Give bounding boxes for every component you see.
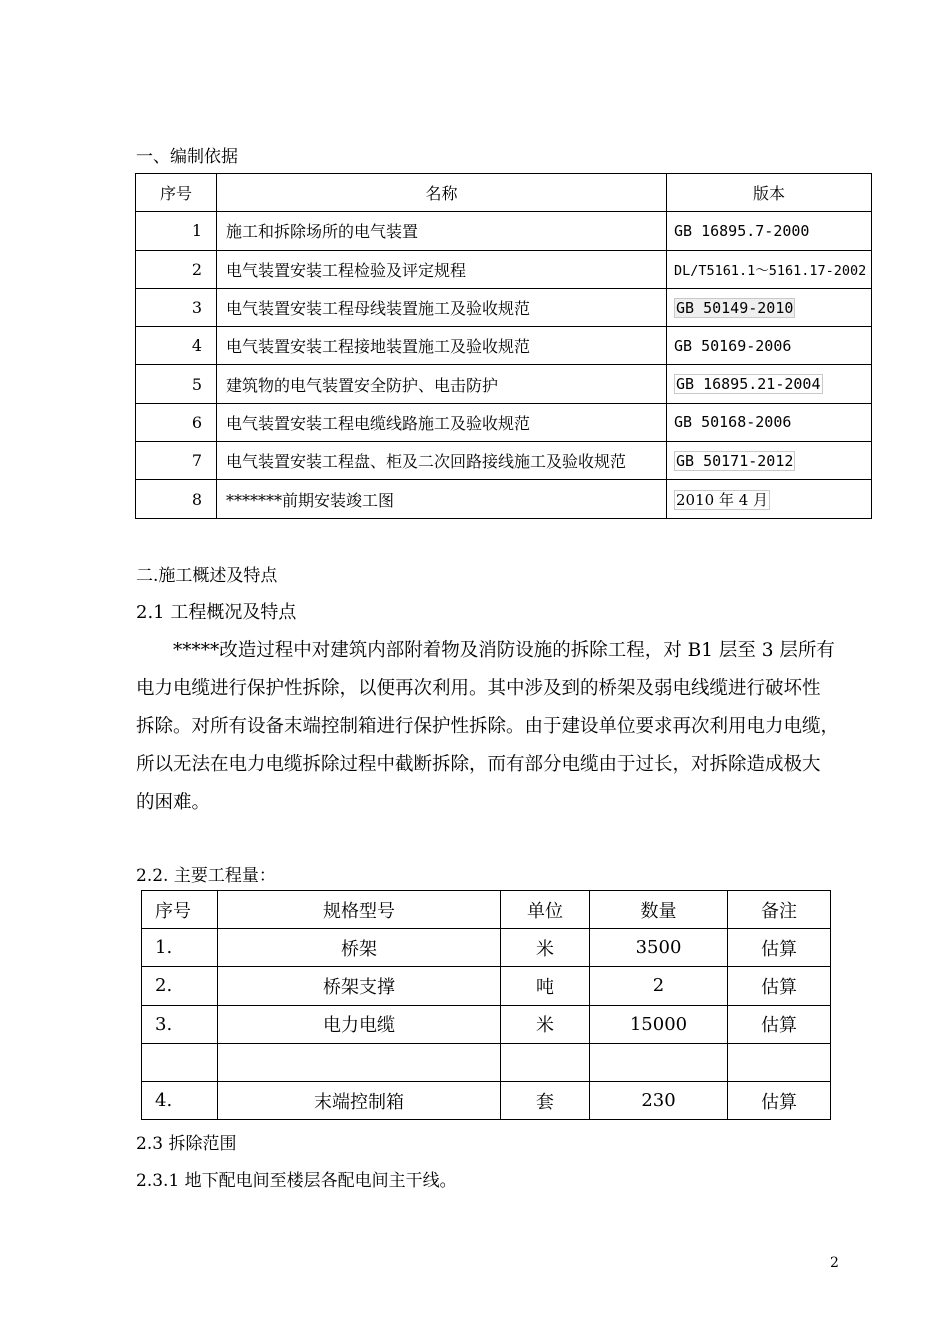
row-version: GB 16895.7-2000 <box>667 212 872 250</box>
row-qty: 3500 <box>590 929 728 967</box>
subsection-2-1-title: 2.1 工程概况及特点 <box>136 602 297 623</box>
table-row <box>136 327 872 365</box>
highlighted-version: GB 50149-2010 <box>676 298 794 317</box>
row-unit: 米 <box>501 1005 590 1043</box>
row-qty: 15000 <box>590 1005 728 1043</box>
subsection-2-3-1-text: 2.3.1 地下配电间至楼层各配电间主干线。 <box>136 1171 457 1191</box>
table-row <box>142 929 831 967</box>
row-spec <box>218 1043 501 1081</box>
header-num: 序号 <box>136 174 217 212</box>
table-header-row <box>136 174 872 212</box>
row-qty <box>590 1043 728 1081</box>
section1-title: 一、编制依据 <box>136 147 238 167</box>
row-num: 1. <box>142 929 218 967</box>
boxed-version: GB 16895.21-2004 <box>676 375 821 394</box>
boxed-version: 2010 年 4 月 <box>676 490 769 509</box>
row-num: 3 <box>136 288 217 326</box>
paragraph-line: 的困难。 <box>136 792 211 813</box>
header-note: 备注 <box>728 891 831 929</box>
row-spec: 桥架支撑 <box>218 967 501 1005</box>
row-num: 1 <box>136 212 217 250</box>
table-row <box>136 288 872 326</box>
row-num: 2 <box>136 250 217 288</box>
table-row <box>142 1005 831 1043</box>
row-num: 8 <box>136 480 217 518</box>
table-row <box>136 403 872 441</box>
row-num: 2. <box>142 967 218 1005</box>
table-row-empty <box>142 1043 831 1081</box>
paragraph-line: 拆除。对所有设备末端控制箱进行保护性拆除。由于建设单位要求再次利用电力电缆， <box>136 716 840 737</box>
row-note <box>728 1043 831 1081</box>
table-row <box>142 1081 831 1119</box>
row-name: 电气装置安装工程母线装置施工及验收规范 <box>217 288 667 326</box>
table-row <box>142 967 831 1005</box>
standards-table <box>135 173 872 519</box>
header-spec: 规格型号 <box>218 891 501 929</box>
row-qty: 2 <box>590 967 728 1005</box>
row-version <box>667 288 872 326</box>
row-spec: 电力电缆 <box>218 1005 501 1043</box>
row-note: 估算 <box>728 929 831 967</box>
row-note: 估算 <box>728 967 831 1005</box>
subsection-2-2-title: 2.2. 主要工程量： <box>136 866 276 886</box>
row-spec: 桥架 <box>218 929 501 967</box>
table-row <box>136 480 872 518</box>
header-qty: 数量 <box>590 891 728 929</box>
table-row <box>136 212 872 250</box>
quantity-table <box>141 890 831 1120</box>
row-spec: 末端控制箱 <box>218 1081 501 1119</box>
paragraph-line: 所以无法在电力电缆拆除过程中截断拆除，而有部分电缆由于过长，对拆除造成极大 <box>136 754 821 775</box>
table-row <box>136 250 872 288</box>
overview-paragraph <box>136 632 850 822</box>
header-name: 名称 <box>217 174 667 212</box>
section2-title: 二.施工概述及特点 <box>136 566 278 586</box>
row-num: 6 <box>136 403 217 441</box>
row-num: 3. <box>142 1005 218 1043</box>
row-version <box>667 442 872 480</box>
row-name: 施工和拆除场所的电气装置 <box>217 212 667 250</box>
row-name: 电气装置安装工程电缆线路施工及验收规范 <box>217 403 667 441</box>
row-unit <box>501 1043 590 1081</box>
row-num <box>142 1043 218 1081</box>
row-version: GB 50168-2006 <box>667 403 872 441</box>
header-version: 版本 <box>667 174 872 212</box>
row-name: 电气装置安装工程检验及评定规程 <box>217 250 667 288</box>
row-num: 4 <box>136 327 217 365</box>
row-name: 电气装置安装工程接地装置施工及验收规范 <box>217 327 667 365</box>
row-version: DL/T5161.1～5161.17-2002 <box>667 250 872 288</box>
row-num: 4. <box>142 1081 218 1119</box>
row-num: 5 <box>136 365 217 403</box>
header-unit: 单位 <box>501 891 590 929</box>
row-version <box>667 365 872 403</box>
row-unit: 吨 <box>501 967 590 1005</box>
page-number: 2 <box>830 1255 839 1271</box>
paragraph-line: 电力电缆进行保护性拆除，以便再次利用。其中涉及到的桥架及弱电线缆进行破坏性 <box>136 678 821 699</box>
table-row <box>136 365 872 403</box>
row-version <box>667 480 872 518</box>
row-qty: 230 <box>590 1081 728 1119</box>
row-unit: 米 <box>501 929 590 967</box>
boxed-version: GB 50171-2012 <box>676 451 794 470</box>
row-name: 电气装置安装工程盘、柜及二次回路接线施工及验收规范 <box>217 442 667 480</box>
row-note: 估算 <box>728 1005 831 1043</box>
row-name: 建筑物的电气装置安全防护、电击防护 <box>217 365 667 403</box>
row-note: 估算 <box>728 1081 831 1119</box>
paragraph-line: *****改造过程中对建筑内部附着物及消防设施的拆除工程，对 B1 层至 3 层所有 <box>173 640 835 661</box>
row-num: 7 <box>136 442 217 480</box>
table-row <box>136 442 872 480</box>
row-name: *******前期安装竣工图 <box>217 480 667 518</box>
row-unit: 套 <box>501 1081 590 1119</box>
subsection-2-3-title: 2.3 拆除范围 <box>136 1134 237 1154</box>
row-version: GB 50169-2006 <box>667 327 872 365</box>
table-header-row <box>142 891 831 929</box>
header-num: 序号 <box>142 891 218 929</box>
